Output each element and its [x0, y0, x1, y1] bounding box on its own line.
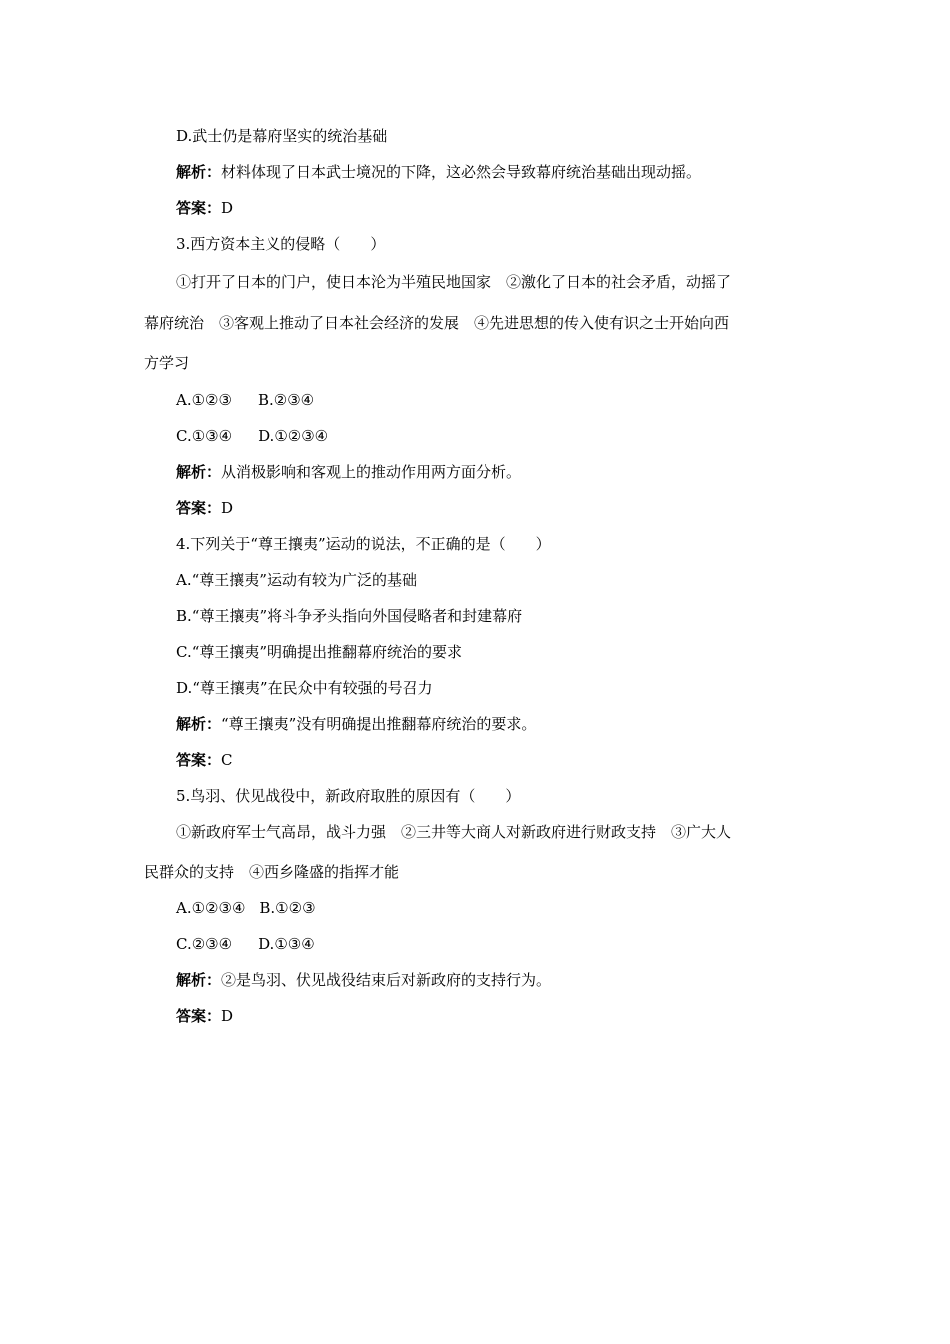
- q4-option-d: D.“尊王攘夷”在民众中有较强的号召力: [176, 679, 433, 697]
- q4-answer: [176, 750, 233, 770]
- q5-options-ab: [176, 898, 316, 918]
- q3-items-line1: ①打开了日本的门户，使日本沦为半殖民地国家 ②激化了日本的社会矛盾，动摇了: [176, 273, 732, 291]
- analysis-label: 解析：: [176, 163, 222, 181]
- answer-text: C: [221, 751, 233, 769]
- q5-option-d: D.①③④: [258, 935, 315, 953]
- analysis-text: 从消极影响和客观上的推动作用两方面分析。: [221, 463, 522, 481]
- q4-analysis: [176, 714, 536, 734]
- q2-answer: [176, 198, 233, 218]
- q3-stem: 3.西方资本主义的侵略（ ）: [176, 235, 386, 253]
- analysis-text: “尊王攘夷”没有明确提出推翻幕府统治的要求。: [221, 715, 537, 733]
- q3-analysis: [176, 462, 521, 482]
- analysis-text: ②是鸟羽、伏见战役结束后对新政府的支持行为。: [221, 971, 552, 989]
- q3-option-c: C.①③④: [176, 427, 233, 445]
- q5-stem: 5.鸟羽、伏见战役中，新政府取胜的原因有（ ）: [176, 787, 521, 805]
- q5-option-a: A.①②③④: [176, 899, 246, 917]
- q3-option-d: D.①②③④: [258, 427, 329, 445]
- analysis-label: 解析：: [176, 463, 222, 481]
- q5-items-line2: 民群众的支持 ④西乡隆盛的指挥才能: [144, 863, 400, 881]
- answer-text: D: [221, 199, 234, 217]
- q3-items-line2: 幕府统治 ③客观上推动了日本社会经济的发展 ④先进思想的传入使有识之士开始向西: [144, 314, 730, 332]
- answer-label: 答案：: [176, 199, 222, 217]
- q4-option-b: B.“尊王攘夷”将斗争矛头指向外国侵略者和封建幕府: [176, 607, 523, 625]
- q3-options-cd: [176, 426, 328, 446]
- q3-items-line3: 方学习: [144, 354, 190, 372]
- analysis-label: 解析：: [176, 971, 222, 989]
- analysis-text: 材料体现了日本武士境况的下降，这必然会导致幕府统治基础出现动摇。: [221, 163, 702, 181]
- q5-options-cd: [176, 934, 315, 954]
- answer-text: D: [221, 1007, 234, 1025]
- q2-option-d: D.武士仍是幕府坚实的统治基础: [176, 127, 388, 145]
- q3-options-ab: [176, 390, 314, 410]
- q3-option-a: A.①②③: [176, 391, 232, 409]
- q5-analysis: [176, 970, 551, 990]
- q5-option-c: C.②③④: [176, 935, 233, 953]
- q4-option-a: A.“尊王攘夷”运动有较为广泛的基础: [176, 571, 417, 589]
- q4-option-c: C.“尊王攘夷”明确提出推翻幕府统治的要求: [176, 643, 463, 661]
- analysis-label: 解析：: [176, 715, 222, 733]
- answer-text: D: [221, 499, 234, 517]
- q5-items-line1: ①新政府军士气高昂，战斗力强 ②三井等大商人对新政府进行财政支持 ③广大人: [176, 823, 732, 841]
- q3-answer: [176, 498, 233, 518]
- answer-label: 答案：: [176, 751, 222, 769]
- q4-stem: 4.下列关于“尊王攘夷”运动的说法，不正确的是（ ）: [176, 535, 551, 553]
- answer-label: 答案：: [176, 499, 222, 517]
- q5-option-b: B.①②③: [259, 899, 316, 917]
- answer-label: 答案：: [176, 1007, 222, 1025]
- q2-analysis: [176, 162, 701, 182]
- q5-answer: [176, 1006, 233, 1026]
- q3-option-b: B.②③④: [257, 391, 315, 409]
